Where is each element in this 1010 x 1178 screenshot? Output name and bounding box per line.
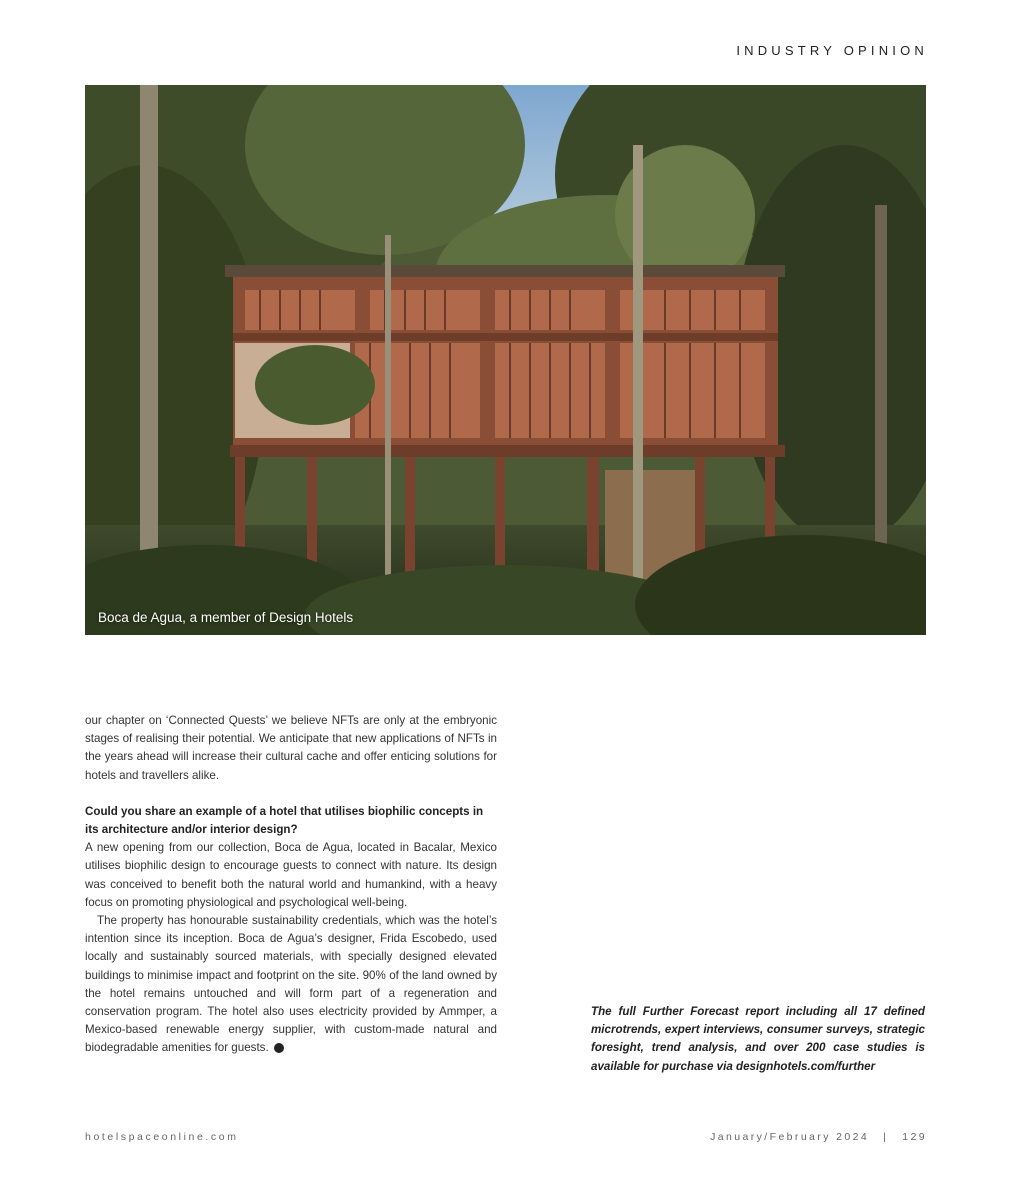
- article-column: [85, 712, 497, 1058]
- report-note: The full Further Forecast report including all 17 defined microtrends, expert interviews, consumer surveys, strategic foresight, trend analysis, and over 200 case studies is available for purchase via designhotels.com/further: [591, 1005, 925, 1073]
- hotel-photo: [85, 85, 926, 635]
- interview-question: Could you share an example of a hotel that utilises biophilic concepts in its architecture and/or interior design?: [85, 804, 484, 837]
- article-paragraph: A new opening from our collection, Boca de Agua, located in Bacalar, Mexico utilises biophilic design to encourage guests to connect with nature. Its design was conceived to benefit both the natural world and humankind, with a heavy focus on promoting physiological and psychological well-being.: [85, 841, 497, 909]
- section-label: INDUSTRY OPINION: [736, 43, 928, 58]
- article-paragraph: [85, 912, 497, 1058]
- footer-separator: |: [883, 1131, 889, 1143]
- forest-treehouse-illustration: [85, 85, 926, 635]
- photo-caption: Boca de Agua, a member of Design Hotels: [98, 610, 354, 625]
- footer-website: hotelspaceonline.com: [85, 1131, 239, 1143]
- footer-issue-date: January/February 2024: [710, 1131, 870, 1143]
- footer-issue-info: [710, 1131, 927, 1143]
- article-paragraph-text: The property has honourable sustainability credentials, which was the hotel’s intention since its inception. Boca de Agua’s designer, Frida Escobedo, used locally and sustainably sourced materials, with specially designed elevated buildings to minimise impact and footprint on the site. 90% of the land owned by the hotel remains untouched and will form part of a regeneration and conservation program. The hotel also uses electricity provided by Ammper, a Mexico-based renewable energy supplier, with custom-made natural and biodegradable amenities for guests.: [85, 914, 497, 1055]
- article-paragraph: our chapter on ‘Connected Quests’ we believe NFTs are only at the embryonic stages of realising their potential. We anticipate that new applications of NFTs in the years ahead will increase their cultural cache and offer enticing solutions for hotels and travellers alike.: [85, 714, 497, 782]
- paragraph-gap: [85, 785, 497, 803]
- page-number: 129: [902, 1131, 927, 1143]
- end-of-article-icon: S: [274, 1043, 284, 1053]
